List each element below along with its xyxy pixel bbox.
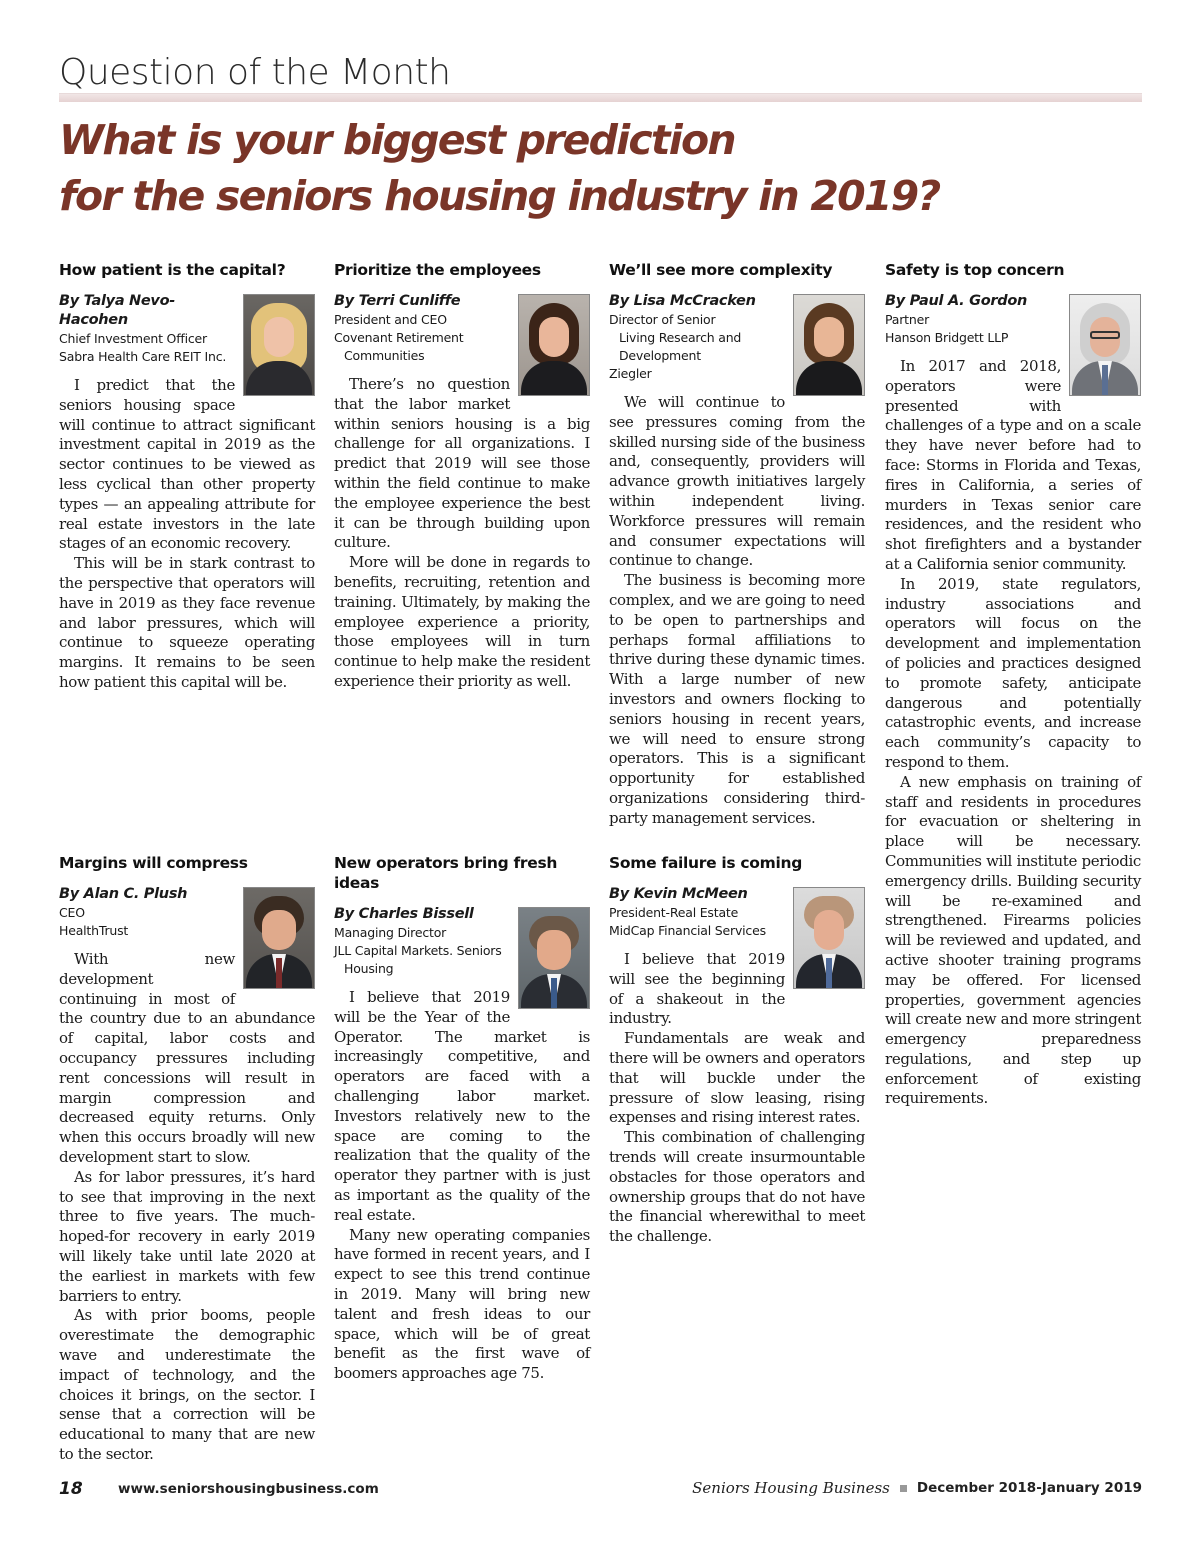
headline-line-2: for the seniors housing industry in 2019? — [59, 172, 940, 220]
portrait-photo — [793, 887, 865, 989]
paragraph: The business is becoming more complex, and we are going to need to be open to partnerships and perhaps formal affiliations to thrive during these dynamic times. With a large number of new investors and owners flocking to seniors housing in recent years, we will need to ensure strong operators. This is a significant opportunity for established organizations considering third-party management services. — [609, 571, 865, 827]
author-name: By Terri Cunliffe — [334, 293, 461, 309]
article-margins-will-compress — [59, 853, 315, 1465]
article-new-operators-bring-fresh-ideas — [334, 853, 590, 1384]
article-some-failure-is-coming — [609, 853, 865, 1247]
article-title: New operators bring fresh ideas — [334, 854, 558, 892]
paragraph: More will be done in regards to benefits, recruiting, retention and training. Ultimately, by making the employee experience a priority, those employees will in turn continue to help make the resident experience their priority as well. — [334, 553, 590, 690]
article-title: How patient is the capital? — [59, 261, 286, 279]
author-title: CEO — [59, 905, 85, 920]
paragraph: I believe that 2019 will be the Year of the Operator. The market is increasingly competitive, and operators are faced with a challenging labor market. Investors relatively new to the space are coming to the realization that the quality of the operator they partner with is just as important as the quality of the real estate. — [334, 988, 590, 1224]
article-how-patient-is-the-capital — [59, 260, 315, 693]
paragraph: There’s no question that the labor market within seniors housing is a big challenge for all organizations. I predict that 2019 will see those within the field continue to make the employee experience the best it can be through building upon culture. — [334, 375, 590, 552]
article-body — [59, 950, 315, 1465]
paragraph: A new emphasis on training of staff and residents in procedures for evacuation or sheltering in place will be necessary. Communities will institute periodic emergency drills. Building security will be re-examined and strengthened. Firearms policies will be reviewed and updated, and active shooter training programs may be offered. For licensed properties, government agencies will create new and more stringent emergency preparedness regulations, and step up enforcement of existing requirements. — [885, 772, 1141, 1108]
portrait-photo — [1069, 294, 1141, 396]
author-title: Partner — [885, 312, 930, 327]
article-body — [334, 375, 590, 692]
article-title: Safety is top concern — [885, 261, 1065, 279]
article-title: Margins will compress — [59, 854, 248, 872]
article-body — [885, 357, 1141, 1109]
author-name: By Lisa McCracken — [609, 293, 756, 309]
paragraph: As with prior booms, people overestimate the demographic wave and underestimate the impact of technology, and the choices it brings, on the sector. I sense that a correction will be educational to many that are new to the sector. — [59, 1306, 315, 1463]
paragraph: I believe that 2019 will see the beginning of a shakeout in the industry. — [609, 950, 785, 1028]
article-well-see-more-complexity — [609, 260, 865, 829]
author-title: Development — [619, 348, 701, 363]
paragraph: Fundamentals are weak and there will be owners and operators that will buckle under the pressure of slow leasing, rising expenses and rising interest rates. — [609, 1029, 865, 1127]
author-title: Chief Investment Officer — [59, 331, 207, 346]
paragraph: With new development continuing in most of the country due to an abundance of capital, labor costs and occupancy pressures including rent concessions will result in margin compression and decreased equity returns. Only when this occurs broadly will new development start to slow. — [59, 950, 315, 1166]
author-company: JLL Capital Markets. Seniors — [334, 943, 502, 958]
author-company: HealthTrust — [59, 923, 129, 938]
paragraph: We will continue to see pressures coming from the skilled nursing side of the business and, consequently, providers will advance growth initiatives largely within independent living. Workforce pressures will remain and consumer expectations will continue to change. — [609, 393, 865, 570]
article-body — [609, 950, 865, 1247]
author-company: Communities — [344, 348, 425, 363]
article-safety-is-top-concern — [885, 260, 1141, 1109]
author-name: By Kevin McMeen — [609, 886, 748, 902]
paragraph: This will be in stark contrast to the perspective that operators will have in 2019 as they face revenue and labor pressures, which will continue to squeeze operating margins. It remains to be seen how patient this capital will be. — [59, 554, 315, 691]
headline-line-1: What is your biggest prediction — [59, 116, 735, 164]
author-name: By Alan C. Plush — [59, 886, 188, 902]
square-separator-icon — [900, 1485, 907, 1492]
author-title: Living Research and — [619, 330, 742, 345]
publication-name: Seniors Housing Business — [692, 1479, 890, 1497]
paragraph: As for labor pressures, it’s hard to see that improving in the next three to five years. The much-hoped-for recovery in early 2019 will likely take until late 2020 at the earliest in markets with few barriers to entry. — [59, 1167, 315, 1305]
page-headline — [59, 112, 1142, 224]
website-url[interactable]: www.seniorshousingbusiness.com — [118, 1481, 379, 1497]
paragraph: Many new operating companies have formed in recent years, and I expect to see this trend continue in 2019. Many will bring new talent and fresh ideas to our space, which will be of great benefit as the first wave of boomers approaches age 75. — [334, 1225, 590, 1383]
author-title: President and CEO — [334, 312, 447, 327]
portrait-photo — [243, 887, 315, 989]
issue-date: December 2018-January 2019 — [916, 1480, 1142, 1496]
page-number: 18 — [59, 1479, 83, 1499]
article-prioritize-the-employees — [334, 260, 590, 692]
author-company: MidCap Financial Services — [609, 923, 766, 938]
author-company: Ziegler — [609, 366, 652, 381]
portrait-photo — [793, 294, 865, 396]
paragraph: I predict that the seniors housing space will continue to attract significant investment capital in 2019 as the sector continues to be viewed as less cyclical than other property types — an appealing attribute for real estate investors in the late stages of an economic recovery. — [59, 376, 315, 553]
portrait-photo — [518, 907, 590, 1009]
paragraph: This combination of challenging trends will create insurmountable obstacles for those operators and ownership groups that do not have the financial wherewithal to meet the challenge. — [609, 1128, 865, 1246]
article-body — [59, 376, 315, 693]
footer-publication-info — [692, 1479, 1142, 1497]
article-title: Prioritize the employees — [334, 261, 541, 279]
author-name: By Talya Nevo-Hacohen — [59, 293, 175, 328]
article-body — [334, 988, 590, 1384]
author-title: President-Real Estate — [609, 905, 739, 920]
author-title: Director of Senior — [609, 312, 716, 327]
paragraph: In 2019, state regulators, industry associations and operators will focus on the development and implementation of policies and practices designed to promote safety, anticipate dangerous and potentially catastrophic events, and increase each community’s capacity to respond to them. — [885, 574, 1141, 771]
article-title: We’ll see more complexity — [609, 261, 833, 279]
author-company: Covenant Retirement — [334, 330, 464, 345]
article-title: Some failure is coming — [609, 854, 803, 872]
portrait-photo — [518, 294, 590, 396]
section-label: Question of the Month — [59, 52, 451, 93]
section-divider — [59, 93, 1142, 102]
portrait-photo — [243, 294, 315, 396]
paragraph: In 2017 and 2018, operators were presented with challenges of a type and on a scale they have never before had to face: Storms in Florida and Texas, fires in California, a series of murders in Texas senior care residences, and the resident who shot firefighters and a bystander at a California senior community. — [885, 357, 1141, 573]
author-company: Housing — [344, 961, 394, 976]
article-body — [609, 393, 865, 829]
author-title: Managing Director — [334, 925, 447, 940]
author-company: Hanson Bridgett LLP — [885, 330, 1009, 345]
author-name: By Paul A. Gordon — [885, 293, 1028, 309]
author-company: Sabra Health Care REIT Inc. — [59, 349, 227, 364]
author-name: By Charles Bissell — [334, 906, 474, 922]
